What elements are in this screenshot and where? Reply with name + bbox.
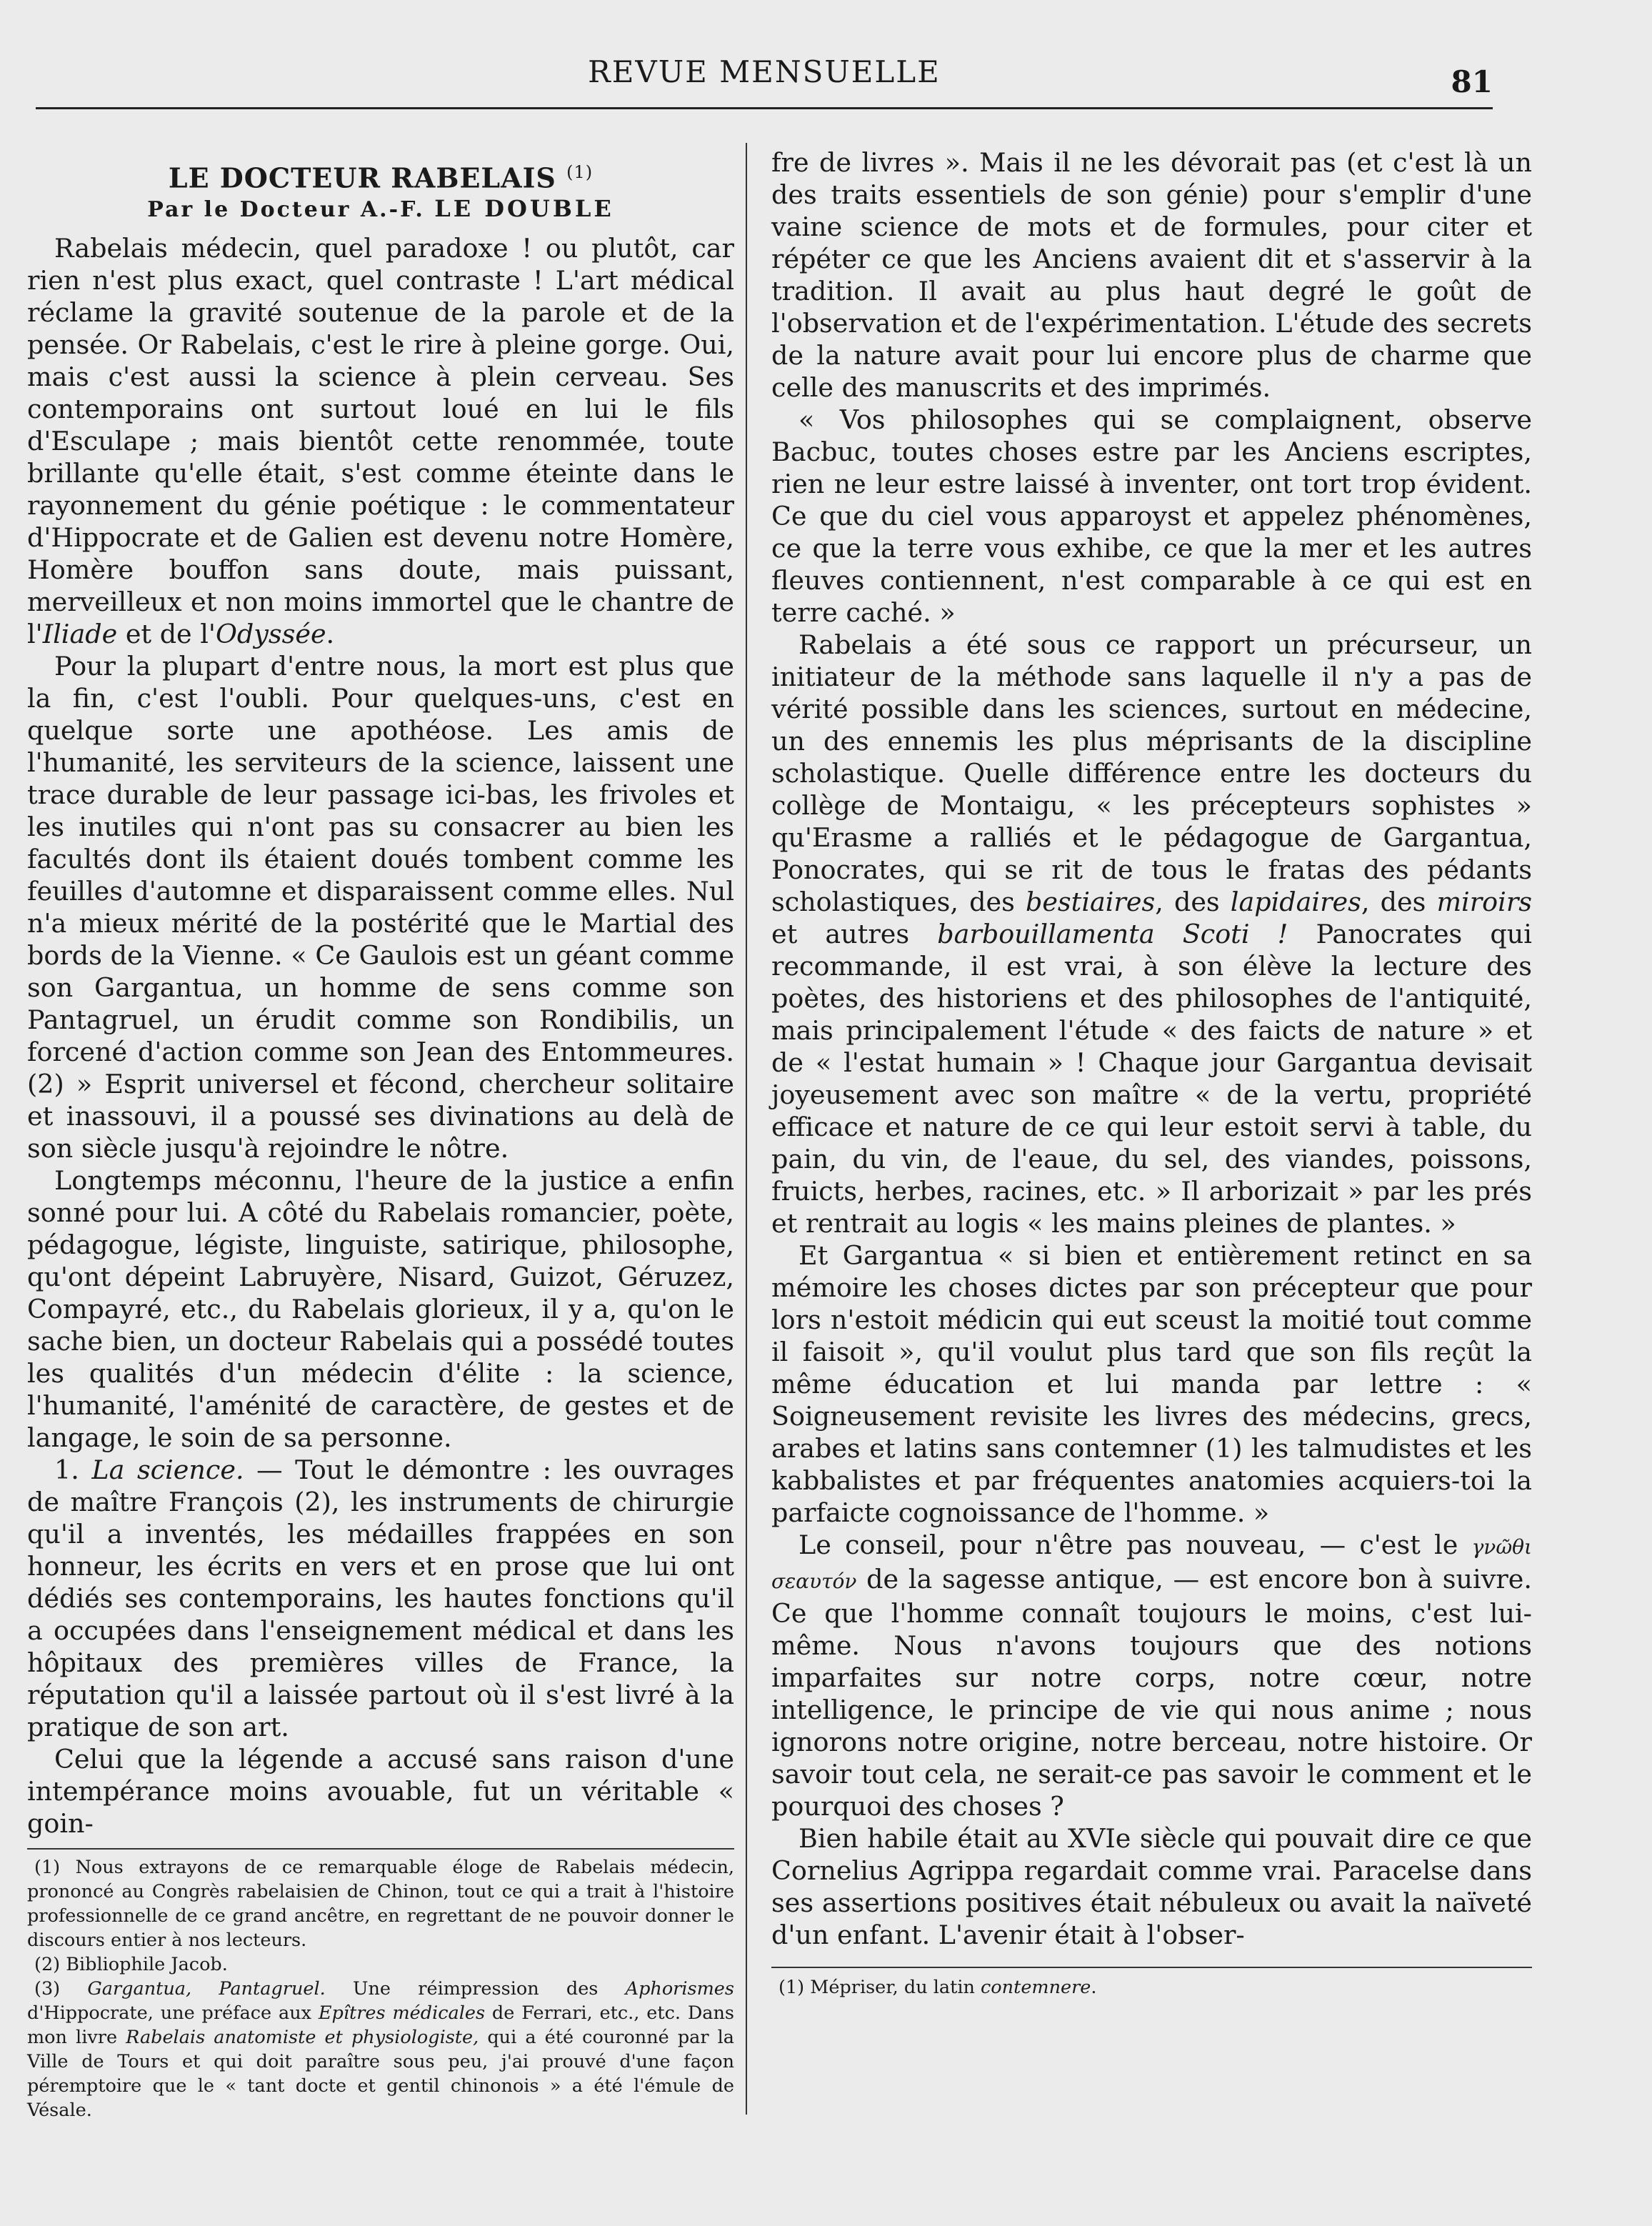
article-title-text: LE DOCTEUR RABELAIS xyxy=(168,161,556,194)
footnote-text: . xyxy=(1091,1977,1097,1998)
header-rule xyxy=(36,107,1493,109)
footnote-text: qui a été couronné par la Ville de Tours et qui doit paraître sous peu, j'ai prouvé d'une façon péremptoire que le « tant docte et gentil chinonois » a été l'émule de Vésale. xyxy=(27,2026,734,2121)
italic-text: miroirs xyxy=(1436,887,1532,917)
footnotes xyxy=(771,1975,1532,2000)
byline-prefix: Par le Docteur A.-F. xyxy=(147,196,425,222)
italic-text: lapidaires xyxy=(1230,887,1361,917)
paragraph xyxy=(771,629,1532,1239)
right-column xyxy=(771,146,1532,2000)
running-title: REVUE MENSUELLE xyxy=(588,54,941,89)
paragraph: Et Gargantua « si bien et entièrement retinct en sa mémoire les choses dictes par son précepteur que pour lors n'estoit médicin qui eut sceust la moitié tout comme il faisoit », qu'il voulut plus tard que son fils reçût la même éducation et lui manda par lettre : « Soigneusement revisite les livres des médecins, grecs, arabes et latins sans contemner (1) les talmudistes et les kabbalistes et par fréquentes anatomies acquiers-toi la parfaicte cognoissance de l'homme. » xyxy=(771,1240,1532,1528)
byline xyxy=(27,194,734,225)
footnote-text: (1) Mépriser, du latin xyxy=(779,1977,981,1998)
paragraph-text: , des xyxy=(1361,887,1437,917)
paragraph-text: et de l' xyxy=(117,618,216,649)
title-footnote-mark: (1) xyxy=(566,162,594,182)
greek-phrase: γνῶθι σεαυτόν xyxy=(771,1535,1532,1593)
article-title xyxy=(27,157,734,194)
footnote-text: de Ferrari, etc., etc. Dans mon livre xyxy=(27,2002,734,2048)
footnotes-rule xyxy=(771,1967,1532,1968)
paragraph-text: Rabelais a été sous ce rapport un précurseur, un initiateur de la méthode sans laquelle il n'y a pas de vérité possible dans les sciences, surtout en médecine, un des ennemis les plus méprisants de la discipline scholastique. Quelle différence entre les docteurs du collège de Montaigu, « les précepteurs sophistes » qu'Erasme a ralliés et le pédagogue de Gargantua, Ponocrates, qui se rit de tous le fratas des pédants scholastiques, des xyxy=(771,629,1532,917)
footnote xyxy=(27,1977,734,2122)
footnote-text: d'Hippocrate, une préface aux xyxy=(27,2002,319,2024)
footnote-text: (3) xyxy=(34,1977,88,2000)
running-head xyxy=(36,49,1493,99)
paragraph-text: Panocrates qui recommande, il est vrai, à son élève la lecture des poètes, des historiens et des philosophes de l'antiquité, mais principalement l'étude « des faicts de nature » et de « l'estat humain » ! Chaque jour Gargantua devisait joyeusement avec son maître « de la vertu, propriété efficace et nature de ce qui leur estoit servi à table, du pain, du vin, de l'eaue, du sel, des viandes, poissons, fruicts, herbes, racines, etc. » Il arborizait » par les prés et rentrait au logis « les mains pleines de plantes. » xyxy=(771,919,1532,1239)
paragraph-text: et autres xyxy=(771,919,938,949)
italic-text: Gargantua, Pantagruel. xyxy=(87,1977,326,2000)
paragraph-text: . xyxy=(326,618,335,649)
footnote: (1) Nous extrayons de ce remarquable éloge de Rabelais médecin, prononcé au Congrès rabelaisien de Chinon, tout ce qui a trait à l'histoire professionnelle de ce grand ancêtre, en regrettant de ne pouvoir donner le discours entier à nos lecteurs. xyxy=(27,1856,734,1951)
paragraph xyxy=(27,232,734,650)
paragraph: Celui que la légende a accusé sans raison d'une intempérance moins avouable, fut un véritable « goin- xyxy=(27,1743,734,1839)
footnotes-rule xyxy=(27,1848,734,1850)
italic-text: Odyssée xyxy=(215,618,326,649)
italic-text: bestiaires xyxy=(1025,887,1156,917)
column-divider xyxy=(746,143,747,2115)
paragraph-text: , des xyxy=(1155,887,1231,917)
paragraph: Bien habile était au XVIe siècle qui pouvait dire ce que Cornelius Agrippa regardait comme vrai. Paracelse dans ses assertions positives était nébuleux ou avait la naïveté d'un enfant. L'avenir était à l'obser- xyxy=(771,1823,1532,1950)
byline-name: LE DOUBLE xyxy=(434,194,614,222)
footnote: (2) Bibliophile Jacob. xyxy=(34,1953,228,1975)
paragraph-text: — Tout le démontre : les ouvrages de maître François (2), les instruments de chirurgie qu'il a inventés, les médailles frappées en son honneur, les écrits en vers et en prose que lui ont dédiés ses contemporains, les hautes fonctions qu'il a occupées dans l'enseignement médical et dans les hôpitaux des premières villes de France, la réputation qu'il a laissée partout où il s'est livré à la pratique de son art. xyxy=(27,1454,734,1742)
italic-text: barbouillamenta Scoti ! xyxy=(937,919,1288,949)
section-number: 1. xyxy=(54,1454,92,1485)
section-label: La science. xyxy=(91,1454,244,1485)
paragraph-text: Rabelais médecin, quel paradoxe ! ou plutôt, car rien n'est plus exact, quel contraste ! L'art médical réclame la gravité soutenue de la parole et de la pensée. Or Rabelais, c'est le rire à pleine gorge. Oui, mais c'est aussi la science à plein cerveau. Ses contemporains ont surtout loué en lui le fils d'Esculape ; mais bientôt cette renommée, toute brillante qu'elle était, s'est comme éteinte dans le rayonnement du génie poétique : le commentateur d'Hippocrate et de Galien est devenu notre Homère, Homère bouffon sans doute, mais puissant, merveilleux et non moins immortel que le chantre de l' xyxy=(27,232,734,649)
paragraph-text: Le conseil, pour n'être pas nouveau, — c'est le xyxy=(799,1529,1472,1560)
paragraph-text: de la sagesse antique, — est encore bon à suivre. Ce que l'homme connaît toujours le moins, c'est lui-même. Nous n'avons toujours que des notions imparfaites sur notre corps, notre cœur, notre intelligence, le principe de vie qui nous anime ; nous ignorons notre origine, notre berceau, notre histoire. Or savoir tout cela, ne serait-ce pas savoir le comment et le pourquoi des choses ? xyxy=(771,1564,1532,1822)
italic-text: contemnere xyxy=(981,1977,1091,1998)
paragraph: fre de livres ». Mais il ne les dévorait pas (et c'est là un des traits essentiels de son génie) pour s'emplir d'une vaine science de mots et de formules, pour citer et répéter ce que les Anciens avaient dit et s'asservir à la tradition. Il avait au plus haut degré le goût de l'observation et de l'expérimentation. L'étude des secrets de la nature avait pour lui encore plus de charme que celle des manuscrits et des imprimés. xyxy=(771,147,1532,403)
footnotes xyxy=(27,1855,734,2122)
page-number: 81 xyxy=(1451,64,1493,99)
paragraph xyxy=(27,1454,734,1743)
paragraph: « Vos philosophes qui se complaignent, observe Bacbuc, toutes choses estre par les Anciens escriptes, rien ne leur estre laissé à inventer, ont tort trop évident. Ce que du ciel vous apparoyst et appelez phénomènes, ce que la terre vous exhibe, ce que la mer et les autres fleuves contiennent, n'est comparable à ce qui est en terre caché. » xyxy=(771,404,1532,628)
paragraph: Pour la plupart d'entre nous, la mort est plus que la fin, c'est l'oubli. Pour quelques-uns, c'est en quelque sorte une apothéose. Les amis de l'humanité, les serviteurs de la science, laissent une trace durable de leur passage ici-bas, les frivoles et les inutiles qui n'ont pas su consacrer au bien les facultés dont ils étaient doués tombent comme les feuilles d'automne et disparaissent comme elles. Nul n'a mieux mérité de la postérité que le Martial des bords de la Vienne. « Ce Gaulois est un géant comme son Gargantua, un homme de sens comme son Pantagruel, un érudit comme son Rondibilis, un forcené d'action comme son Jean des Entommeures. (2) » Esprit universel et fécond, chercheur solitaire et inassouvi, il a poussé ses divinations au delà de son siècle jusqu'à rejoindre le nôtre. xyxy=(27,650,734,1164)
paragraph xyxy=(771,1529,1532,1822)
footnote-text: Une réimpression des xyxy=(325,1977,626,2000)
left-column xyxy=(27,146,734,2122)
italic-text: Iliade xyxy=(42,618,118,649)
italic-text: Aphorismes xyxy=(625,1977,734,2000)
italic-text: Epîtres médicales xyxy=(318,2002,486,2024)
footnote xyxy=(771,1975,1532,2000)
paragraph: Longtemps méconnu, l'heure de la justice a enfin sonné pour lui. A côté du Rabelais romancier, poète, pédagogue, légiste, linguiste, satirique, philosophe, qu'ont dépeint Labruyère, Nisard, Guizot, Géruzez, Compayré, etc., du Rabelais glorieux, il y a, qu'on le sache bien, un docteur Rabelais qui a possédé toutes les qualités d'un médecin d'élite : la science, l'humanité, l'aménité de caractère, de gestes et de langage, le soin de sa personne. xyxy=(27,1164,734,1453)
italic-text: Rabelais anatomiste et physiologiste, xyxy=(126,2026,479,2048)
